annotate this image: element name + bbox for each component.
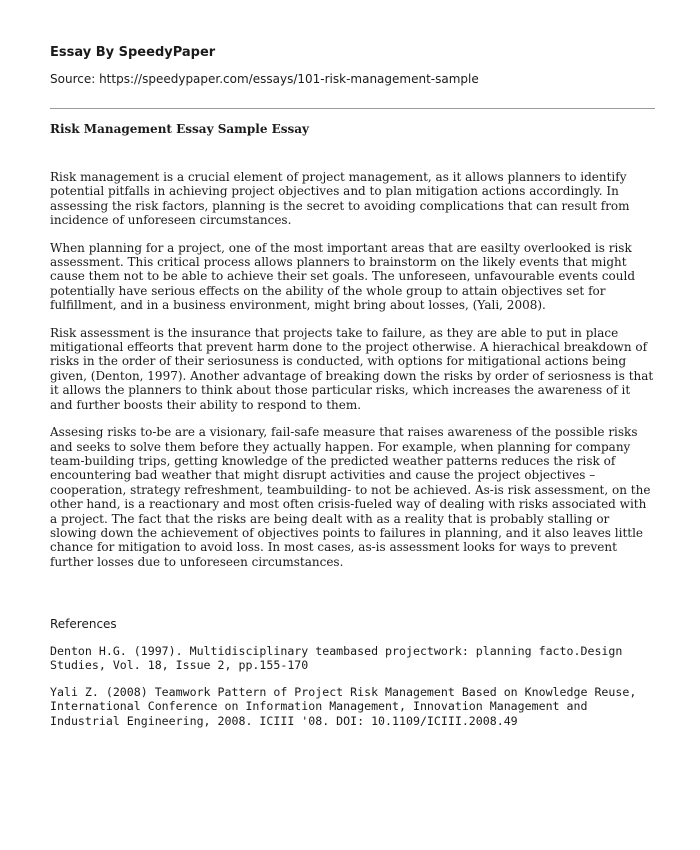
references-heading: References	[50, 617, 117, 631]
source-line: Source: https://speedypaper.com/essays/101-risk-management-sample	[50, 72, 479, 86]
reference-item-2: Yali Z. (2008) Teamwork Pattern of Project Risk Management Based on Knowledge Reuse, International Conference on Information Management, Innovation Management and Industrial Engineering, 2008. ICIII '08. DOI: 10.1109/ICIII.2008.49	[50, 684, 637, 728]
paragraph-3: Risk assessment is the insurance that projects take to failure, as they are able to put in place mitigational effeorts that prevent harm done to the project otherwise. A hierachical breakdown of risks in the order of their seriosuness is conducted, with options for mitigational actions being given, (Denton, 1997). Another advantage of breaking down the risks by order of seriosness is that it allows the planners to think about those particular risks, which increases the awareness of it and further boosts their ability to respond to them.	[50, 325, 654, 412]
references-list	[50, 644, 655, 740]
paragraph-2: When planning for a project, one of the most important areas that are easilty overlooked is risk assessment. This critical process allows planners to brainstorm on the likely events that might cause them not to be able to achieve their set goals. The unforeseen, unfavourable events could potentially have serious effects on the ability of the whole group to attain objectives set for fulfillment, and in a business environment, might bring about losses, (Yali, 2008).	[50, 240, 636, 313]
site-title: Essay By SpeedyPaper	[50, 45, 216, 60]
reference-item-1: Denton H.G. (1997). Multidisciplinary teambased projectwork: planning facto.Design Studies, Vol. 18, Issue 2, pp.155-170	[50, 644, 623, 673]
header-divider	[50, 108, 655, 109]
essay-title: Risk Management Essay Sample Essay	[50, 122, 310, 136]
paragraph-4: Assesing risks to-be are a visionary, fail-safe measure that raises awareness of the possible risks and seeks to solve them before they actually happen. For example, when planning for company team-building trips, getting knowledge of the predicted weather patterns reduces the risk of encountering bad weather that might disrupt activities and cause the project objectives –cooperation, strategy refreshment, teambuilding- to not be achieved. As-is risk assessment, on the other hand, is a reactionary and most often crisis-fueled way of dealing with risks associated with a project. The fact that the risks are being dealt with as a reality that is probably stalling or slowing down the achievement of objectives points to failures in planning, and it also leaves little chance for mitigation to avoid loss. In most cases, as-is assessment looks for ways to prevent further losses due to unforeseen circumstances.	[50, 425, 651, 569]
paragraph-1: Risk management is a crucial element of project management, as it allows planners to identify potential pitfalls in achieving project objectives and to plan mitigation actions accordingly. In assessing the risk factors, planning is the secret to avoiding complications that can result from incidence of unforeseen circumstances.	[50, 170, 630, 228]
essay-body	[50, 170, 655, 582]
